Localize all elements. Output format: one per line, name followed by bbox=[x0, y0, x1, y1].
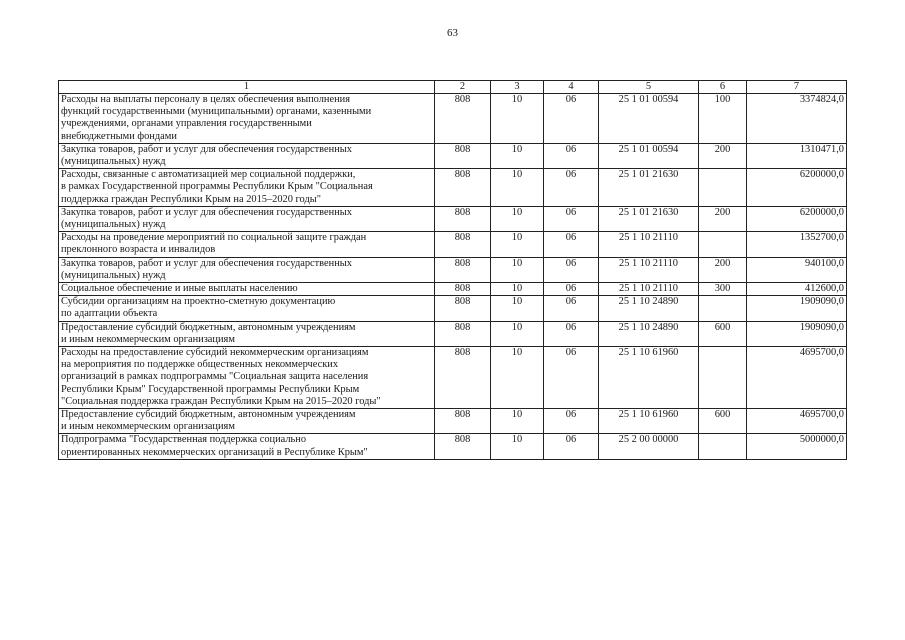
table-row bbox=[59, 434, 847, 459]
row-target: 25 1 01 21630 bbox=[599, 206, 699, 231]
table-row bbox=[59, 206, 847, 231]
table-row bbox=[59, 143, 847, 168]
row-expense-type: 600 bbox=[699, 409, 747, 434]
row-amount: 412600,0 bbox=[747, 283, 847, 296]
row-amount: 5000000,0 bbox=[747, 434, 847, 459]
row-subsection: 06 bbox=[544, 94, 599, 144]
row-ministry: 808 bbox=[435, 169, 491, 207]
row-ministry: 808 bbox=[435, 257, 491, 282]
row-amount: 1909090,0 bbox=[747, 296, 847, 321]
row-subsection: 06 bbox=[544, 232, 599, 257]
row-expense-type: 200 bbox=[699, 206, 747, 231]
row-ministry: 808 bbox=[435, 434, 491, 459]
row-section: 10 bbox=[491, 409, 544, 434]
table-header bbox=[59, 81, 847, 94]
row-amount: 940100,0 bbox=[747, 257, 847, 282]
row-expense-type bbox=[699, 296, 747, 321]
row-name: Расходы, связанные с автоматизацией мер социальной поддержки, в рамках Государственной программы Республики Крым "Социальная поддержка граждан Республики Крым на 2015–2020 годы" bbox=[59, 169, 435, 207]
row-expense-type bbox=[699, 232, 747, 257]
row-ministry: 808 bbox=[435, 347, 491, 409]
row-section: 10 bbox=[491, 347, 544, 409]
row-amount: 1909090,0 bbox=[747, 321, 847, 346]
row-subsection: 06 bbox=[544, 347, 599, 409]
row-name: Субсидии организациям на проектно-сметную документацию по адаптации объекта bbox=[59, 296, 435, 321]
row-subsection: 06 bbox=[544, 409, 599, 434]
row-expense-type: 600 bbox=[699, 321, 747, 346]
row-target: 25 1 10 21110 bbox=[599, 232, 699, 257]
row-expense-type bbox=[699, 169, 747, 207]
row-target: 25 1 10 61960 bbox=[599, 409, 699, 434]
table-row bbox=[59, 321, 847, 346]
row-ministry: 808 bbox=[435, 296, 491, 321]
row-amount: 6200000,0 bbox=[747, 169, 847, 207]
row-name: Закупка товаров, работ и услуг для обеспечения государственных (муниципальных) нужд bbox=[59, 143, 435, 168]
table-body bbox=[59, 94, 847, 460]
column-header-name: 1 bbox=[59, 81, 435, 94]
row-expense-type: 200 bbox=[699, 257, 747, 282]
row-subsection: 06 bbox=[544, 434, 599, 459]
row-target: 25 1 01 00594 bbox=[599, 94, 699, 144]
table-row bbox=[59, 169, 847, 207]
row-ministry: 808 bbox=[435, 143, 491, 168]
table-row bbox=[59, 257, 847, 282]
row-section: 10 bbox=[491, 169, 544, 207]
header-row bbox=[59, 81, 847, 94]
row-ministry: 808 bbox=[435, 283, 491, 296]
table-row bbox=[59, 283, 847, 296]
column-header-ministry: 2 bbox=[435, 81, 491, 94]
column-header-amount: 7 bbox=[747, 81, 847, 94]
table-row bbox=[59, 94, 847, 144]
row-section: 10 bbox=[491, 434, 544, 459]
row-subsection: 06 bbox=[544, 283, 599, 296]
budget-table bbox=[58, 80, 847, 460]
row-section: 10 bbox=[491, 232, 544, 257]
row-expense-type bbox=[699, 434, 747, 459]
table-row bbox=[59, 296, 847, 321]
row-ministry: 808 bbox=[435, 206, 491, 231]
row-ministry: 808 bbox=[435, 409, 491, 434]
table-row bbox=[59, 232, 847, 257]
row-target: 25 1 10 21110 bbox=[599, 257, 699, 282]
row-subsection: 06 bbox=[544, 169, 599, 207]
row-target: 25 1 01 21630 bbox=[599, 169, 699, 207]
row-target: 25 1 01 00594 bbox=[599, 143, 699, 168]
row-subsection: 06 bbox=[544, 143, 599, 168]
row-amount: 6200000,0 bbox=[747, 206, 847, 231]
row-target: 25 1 10 24890 bbox=[599, 321, 699, 346]
row-section: 10 bbox=[491, 206, 544, 231]
row-subsection: 06 bbox=[544, 321, 599, 346]
row-target: 25 1 10 21110 bbox=[599, 283, 699, 296]
row-name: Расходы на предоставление субсидий некоммерческим организациям на мероприятия по поддержке общественных некоммерческих организаций в рамках подпрограммы "Социальная защита населения Республики Крым" Государственной программы Республики Крым "Социальная поддержка граждан Республики Крым на 2015–2020 годы" bbox=[59, 347, 435, 409]
row-section: 10 bbox=[491, 143, 544, 168]
row-amount: 3374824,0 bbox=[747, 94, 847, 144]
row-ministry: 808 bbox=[435, 232, 491, 257]
row-target: 25 1 10 24890 bbox=[599, 296, 699, 321]
row-name: Закупка товаров, работ и услуг для обеспечения государственных (муниципальных) нужд bbox=[59, 257, 435, 282]
row-name: Расходы на проведение мероприятий по социальной защите граждан преклонного возраста и инвалидов bbox=[59, 232, 435, 257]
column-header-target: 5 bbox=[599, 81, 699, 94]
row-name: Предоставление субсидий бюджетным, автономным учреждениям и иным некоммерческим организациям bbox=[59, 409, 435, 434]
row-ministry: 808 bbox=[435, 321, 491, 346]
row-ministry: 808 bbox=[435, 94, 491, 144]
row-name: Закупка товаров, работ и услуг для обеспечения государственных (муниципальных) нужд bbox=[59, 206, 435, 231]
row-name: Расходы на выплаты персоналу в целях обеспечения выполнения функций государственными (муниципальными) органами, казенными учреждениями, органами управления государственными внебюджетными фондами bbox=[59, 94, 435, 144]
row-section: 10 bbox=[491, 283, 544, 296]
row-subsection: 06 bbox=[544, 257, 599, 282]
table-row bbox=[59, 347, 847, 409]
row-expense-type: 300 bbox=[699, 283, 747, 296]
row-name: Подпрограмма "Государственная поддержка социально ориентированных некоммерческих организаций в Республике Крым" bbox=[59, 434, 435, 459]
row-expense-type bbox=[699, 347, 747, 409]
row-section: 10 bbox=[491, 321, 544, 346]
row-expense-type: 100 bbox=[699, 94, 747, 144]
row-amount: 4695700,0 bbox=[747, 347, 847, 409]
row-section: 10 bbox=[491, 94, 544, 144]
row-expense-type: 200 bbox=[699, 143, 747, 168]
row-amount: 1352700,0 bbox=[747, 232, 847, 257]
row-section: 10 bbox=[491, 296, 544, 321]
row-subsection: 06 bbox=[544, 296, 599, 321]
page-number: 63 bbox=[447, 27, 458, 39]
column-header-expense-type: 6 bbox=[699, 81, 747, 94]
row-target: 25 1 10 61960 bbox=[599, 347, 699, 409]
row-section: 10 bbox=[491, 257, 544, 282]
row-amount: 4695700,0 bbox=[747, 409, 847, 434]
row-subsection: 06 bbox=[544, 206, 599, 231]
row-amount: 1310471,0 bbox=[747, 143, 847, 168]
row-target: 25 2 00 00000 bbox=[599, 434, 699, 459]
column-header-subsection: 4 bbox=[544, 81, 599, 94]
table-row bbox=[59, 409, 847, 434]
column-header-section: 3 bbox=[491, 81, 544, 94]
row-name: Предоставление субсидий бюджетным, автономным учреждениям и иным некоммерческим организациям bbox=[59, 321, 435, 346]
row-name: Социальное обеспечение и иные выплаты населению bbox=[59, 283, 435, 296]
